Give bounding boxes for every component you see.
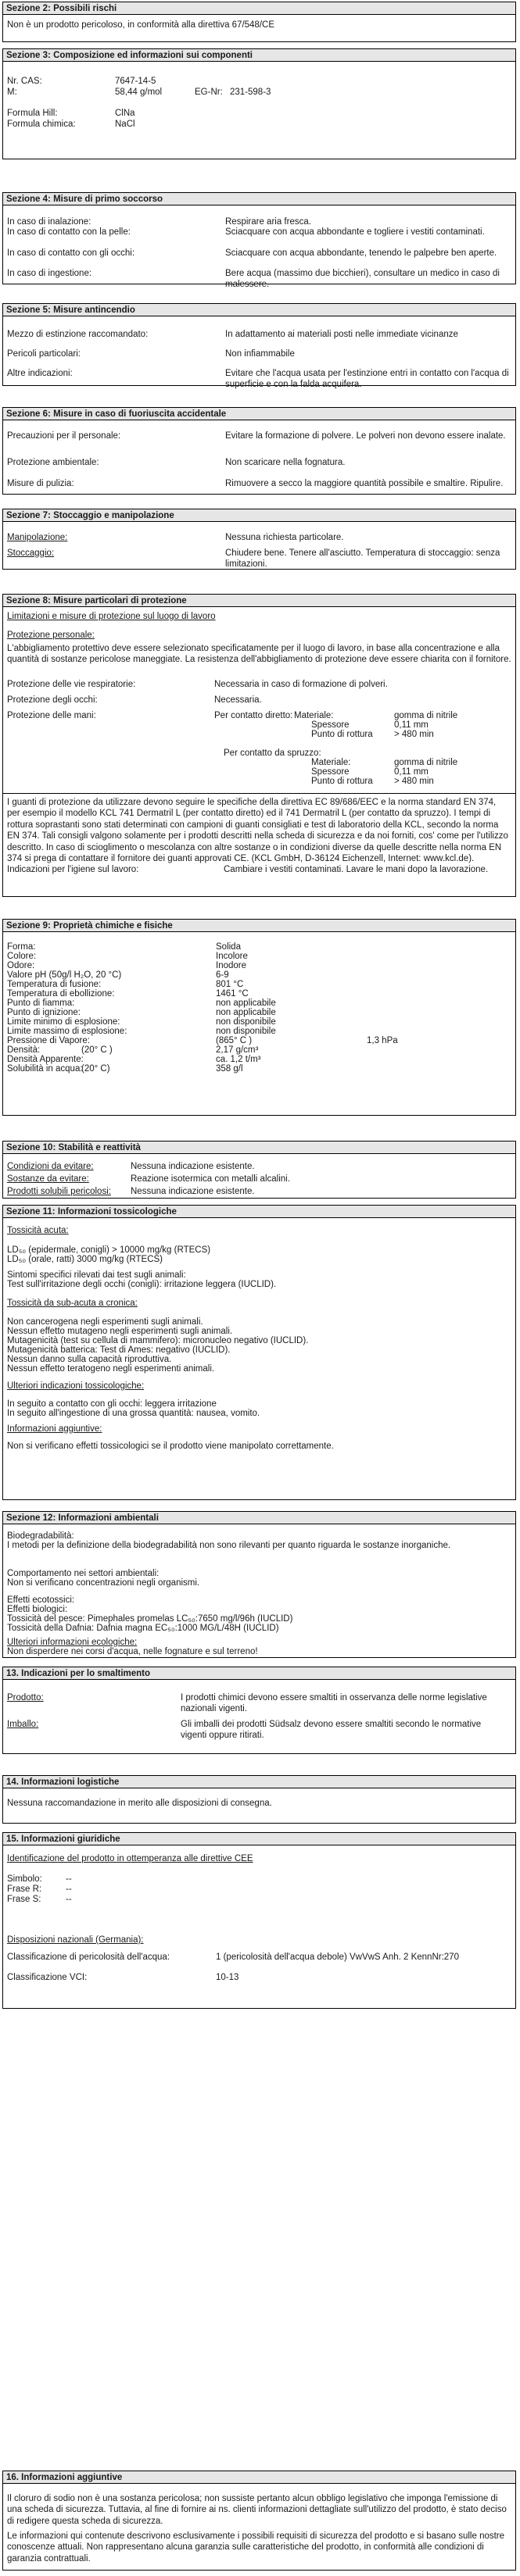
section-title: Sezione 4: Misure di primo soccorso [3,193,515,205]
section-text: Non è un prodotto pericoloso, in conformità alla direttiva 67/548/CE [7,20,275,30]
property-value: 2,17 g/cm³ [216,1045,259,1055]
gloves-paragraph: I guanti di protezione da utilizzare devono seguire le specifiche della direttiva EC 89/686/EEC e la norma standard EN 374, per esempio il modello KCL 741 Dermatril L (per contatto diretto) ed il 741 Dermatril L (per contatto da spruzzo). I tempi di rottura soprastanti sono stati determinati con campioni di guanti consigliati e test di laboratorio della KCL, secondo la norma EN 374. Tali consigli valgono solamente per i prodotti descritti nella scheda di sicurezza e da noi forniti, cos' come per l'utilizzo descritto. In caso di scioglimento o mescolanza con altre sostanze o in condizioni diverse da quelle descritte nella norma EN 374 si prega di contattare il fornitore dei guanti approvati CE. (KCL GmbH, D-36124 Eichenzell, Internet: www.kcl.de). [7,798,508,863]
subacute-line: Mutagenicità batterica: Test di Ames: negativo (IUCLID). [7,1345,231,1355]
property-label: Temperatura di ebollizione: [7,989,115,999]
breakthrough-value: > 480 min [394,730,434,739]
hands-label: Protezione delle mani: [7,711,96,720]
breakthrough-label: Punto di rottura [311,730,373,739]
water-hazard-value: 1 (pericolosità dell'acqua debole) VwVwS Anh. 2 KennNr:270 [216,1953,459,1962]
row-label: In caso di contatto con la pelle: [7,227,131,237]
further-line: In seguito all'ingestione di una grossa quantità: nausea, vomito. [7,1409,260,1418]
row-label: Sostanze da evitare: [7,1174,89,1184]
molar-mass-label: M: [7,88,17,97]
hill-label: Formula Hill: [7,109,58,118]
subacute-heading: Tossicità da sub-acuta a cronica: [7,1299,138,1308]
property-label: Punto di fiamma: [7,999,75,1008]
daphnia-toxicity: Tossicità della Dafnia: Dafnia magna EC₅₀:1000 MG/L/48H (IUCLID) [7,1624,279,1633]
behaviour-heading: Comportamento nei settori ambientali: [7,1569,160,1578]
packaging-value: Gli imballi dei prodotti Südsalz devono essere smaltiti secondo le normative vigenti oppure ritirati. [181,1720,482,1741]
property-value: 6-9 [216,970,229,980]
section-16 [2,2471,516,2571]
row-value: Evitare che l'acqua usata per l'estinzione entri in contatto con l'acqua di superficie e con la falda acquifera. [225,369,509,390]
further-eco-heading: Ulteriori informazioni ecologiche: [7,1638,138,1647]
subacute-line: Nessun effetto teratogeno negli esperimenti animali. [7,1364,215,1374]
row-label: Manipolazione: [7,533,68,542]
fish-toxicity: Tossicità del pesce: Pimephales promelas LC₅₀:7650 mg/l/96h (IUCLID) [7,1614,293,1624]
section-title: Sezione 11: Informazioni tossicologiche [3,1206,515,1218]
property-value: 801 °C [216,980,244,989]
symbol-label: Simbolo: [7,1874,42,1884]
symbol-value: -- [66,1874,72,1884]
symptoms-line: Sintomi specifici rilevati dai test sugli animali: [7,1270,186,1280]
row-value: Sciacquare con acqua abbondante e togliere i vestiti contaminati. [225,227,485,237]
property-value: non disponibile [216,1027,276,1036]
section-title: 13. Indicazioni per lo smaltimento [3,1667,515,1680]
product-value: I prodotti chimici devono essere smaltiti in osservanza delle norme legislative nazionali vigenti. [181,1693,487,1714]
property-value: 358 g/l [216,1064,243,1074]
section-title: Sezione 3: Composizione ed informazioni sui componenti [3,49,515,62]
property-value: (865° C ) [216,1036,253,1045]
section-10 [2,1141,516,1199]
hill-value: ClNa [115,109,135,118]
row-value: Non infiammabile [225,349,295,359]
row-label: Misure di pulizia: [7,479,74,488]
row-label: In caso di ingestione: [7,269,92,278]
molar-mass-value: 58,44 g/mol [115,88,163,97]
section-title: 15. Informazioni giuridiche [3,1833,515,1845]
row-value: Respirare aria fresca. [225,217,311,227]
row-value: Nessuna indicazione esistente. [131,1187,255,1196]
section-13 [2,1667,516,1754]
personal-heading: Protezione personale: [7,631,95,640]
paragraph: Il cloruro di sodio non è una sostanza pericolosa; non sussiste pertanto alcun obbligo legislativo che imponga l'emissione di una scheda di sicurezza. Tuttavia, al fine di fornire ai ns. clienti informazioni dettagliate sull'utilizzo del prodotto, è stato deciso di redigere questa scheda di sicurezza. [7,2494,507,2526]
acute-heading: Tossicità acuta: [7,1226,69,1235]
section-2 [2,2,516,42]
cas-value: 7647-14-5 [115,77,156,86]
vci-value: 10-13 [216,1973,239,1982]
chem-formula-value: NaCl [115,120,135,129]
bio-effects-heading: Effetti biologici: [7,1605,68,1614]
property-label: Colore: [7,952,37,961]
thickness-value: 0,11 mm [394,720,429,730]
paragraph: Le informazioni qui contenute descrivono esclusivamente i possibili requisiti di sicurezza del prodotto e si basano sulle nostre conoscenze attuali. Non rappresentano alcuna garanzia sulle caratteristiche del prodotto, in conformità alle condizioni di garanzia contrattuali. [7,2531,505,2563]
property-label: Valore pH (50g/l H₂O, 20 °C) [7,970,122,980]
section-6 [2,407,516,495]
breakthrough-label: Punto di rottura [311,777,373,786]
row-value: Reazione isotermica con metalli alcalini. [131,1174,290,1184]
divider [3,793,515,794]
eyes-label: Protezione degli occhi: [7,695,98,705]
eyes-value: Necessaria. [214,695,262,705]
symptoms-line: Test sull'irritazione degli occhi (conigli): irritazione leggera (IUCLID). [7,1280,277,1289]
section-title: Sezione 8: Misure particolari di protezione [3,595,515,607]
row-label: In caso di contatto con gli occhi: [7,248,135,258]
product-label: Prodotto: [7,1693,44,1702]
section-title: 16. Informazioni aggiuntive [3,2471,515,2484]
national-heading: Disposizioni nazionali (Germania): [7,1935,144,1945]
property-value: non applicabile [216,999,276,1008]
section-title: 14. Informazioni logistiche [3,1776,515,1788]
thickness-value: 0,11 mm [394,767,429,777]
r-phrase-value: -- [66,1885,72,1894]
row-value: Evitare la formazione di polvere. Le polveri non devono essere inalate. [225,431,506,441]
splash-contact-label: Per contatto da spruzzo: [224,749,321,758]
limits-heading: Limitazioni e misure di protezione sul luogo di lavoro [7,612,216,621]
property-label: Punto di ignizione: [7,1008,81,1017]
row-value: Nessuna indicazione esistente. [131,1162,255,1171]
property-label: Odore: [7,961,35,970]
row-label: Condizioni da evitare: [7,1162,94,1171]
property-label: Limite massimo di esplosione: [7,1027,127,1036]
row-label: Prodotti solubili pericolosi: [7,1187,111,1196]
property-value: Inodore [216,961,247,970]
property-label: Solubilità in acqua: [7,1064,83,1074]
section-title: Sezione 9: Proprietà chimiche e fisiche [3,920,515,932]
section-3 [2,48,516,159]
row-value: In adattamento ai materiali posti nelle immediate vicinanze [225,330,458,339]
identification-heading: Identificazione del prodotto in ottemperanza alle direttive CEE [7,1854,253,1863]
property-label: Forma: [7,942,36,952]
property-value: non applicabile [216,1008,276,1017]
material-label: Materiale: [294,711,334,720]
resp-label: Protezione delle vie respiratorie: [7,680,136,689]
subacute-line: Nessun effetto mutageno negli esperimenti sugli animali. [7,1327,233,1336]
eg-value: 231-598-3 [230,88,271,97]
ld50-dermal: LD₅₀ (epidermale, conigli) > 10000 mg/kg (RTECS) [7,1245,211,1255]
cas-label: Nr. CAS: [7,77,42,86]
breakthrough-value: > 480 min [394,777,434,786]
row-value: Sciacquare con acqua abbondante, tenendo le palpebre ben aperte. [225,248,497,258]
s-phrase-label: Frase S: [7,1895,41,1904]
property-label: Densità Apparente: [7,1055,84,1064]
property-label: Densità: [7,1045,41,1055]
bio-text: I metodi per la definizione della biodegradabilità non sono rilevanti per quanto riguarda le sostanze inorganiche. [7,1541,451,1550]
property-value: Incolore [216,952,248,961]
subacute-line: Non cancerogena negli esperimenti sugli animali. [7,1317,203,1327]
row-value: Nessuna richiesta particolare. [225,533,344,542]
chem-formula-label: Formula chimica: [7,120,76,129]
s-phrase-value: -- [66,1895,72,1904]
material-value: gomma di nitrile [394,711,458,720]
hygiene-label: Indicazioni per l'igiene sul lavoro: [7,865,139,874]
resp-value: Necessaria in caso di formazione di polveri. [214,680,388,689]
additional-text: Non si verificano effetti tossicologici se il prodotto viene manipolato correttamente. [7,1442,334,1451]
section-title: Sezione 5: Misure antincendio [3,304,515,316]
further-eco-text: Non disperdere nei corsi d'acqua, nelle fognature e sul terreno! [7,1647,258,1656]
property-value: Solida [216,942,241,952]
hygiene-value: Cambiare i vestiti contaminati. Lavare le mani dopo la lavorazione. [224,865,489,874]
row-value: Rimuovere a secco la maggiore quantità possibile e smaltire. Ripulire. [225,479,504,488]
row-label: Stoccaggio: [7,548,55,558]
row-value: Chiudere bene. Tenere all'asciutto. Temperatura di stoccaggio: senza limitazioni. [225,548,500,570]
r-phrase-label: Frase R: [7,1885,42,1894]
row-value: Non scaricare nella fognatura. [225,458,346,467]
eg-label: EG-Nr: [195,88,223,97]
property-condition: (20° C ) [81,1045,113,1055]
row-label: Pericoli particolari: [7,349,81,359]
property-value: 1461 °C [216,989,249,999]
section-7 [2,509,516,570]
property-condition: (20° C) [81,1064,110,1074]
ecotox-heading: Effetti ecotossici: [7,1595,75,1605]
property-label: Limite minimo di esplosione: [7,1017,120,1027]
section-9 [2,919,516,1116]
ld50-oral: LD₅₀ (orale, ratti) 3000 mg/kg (RTECS) [7,1255,163,1264]
property-extra: 1,3 hPa [367,1036,398,1045]
further-line: In seguito a contatto con gli occhi: leggera irritazione [7,1399,217,1409]
subacute-line: Mutagenicità (test su cellula di mammifero): micronucleo negativo (IUCLID). [7,1336,309,1345]
thickness-label: Spessore [311,767,350,777]
row-label: Mezzo di estinzione raccomandato: [7,330,149,339]
further-heading: Ulteriori indicazioni tossicologiche: [7,1381,145,1391]
section-12 [2,1511,516,1658]
bio-heading: Biodegradabilità: [7,1531,74,1541]
thickness-label: Spessore [311,720,350,730]
property-label: Temperatura di fusione: [7,980,102,989]
row-label: Altre indicazioni: [7,369,73,378]
row-label: Protezione ambientale: [7,458,99,467]
section-text: Nessuna raccomandazione in merito alle disposizioni di consegna. [7,1799,272,1808]
row-label: Precauzioni per il personale: [7,431,121,441]
section-title: Sezione 6: Misure in caso di fuoriuscita accidentale [3,408,515,420]
section-title: Sezione 2: Possibili rischi [3,2,515,15]
material-value: gomma di nitrile [394,758,458,767]
row-label: In caso di inalazione: [7,217,91,227]
property-label: Pressione di Vapore: [7,1036,90,1045]
section-4 [2,192,516,290]
protection-paragraph: L'abbigliamento protettivo deve essere selezionato specificatamente per il luogo di lavoro, in base alla concentrazione e alla quantità di sostanze pericolose maneggiate. La resistenza dell'abbigliamento di protezione deve essere chiarita con il fornitore. [7,644,511,665]
additional-heading: Informazioni aggiuntive: [7,1424,102,1434]
section-15 [2,1832,516,2009]
subacute-line: Nessun danno sulla capacità riproduttiva. [7,1355,172,1364]
property-value: ca. 1,2 t/m³ [216,1055,261,1064]
section-11 [2,1205,516,1500]
vci-label: Classificazione VCI: [7,1973,88,1982]
row-value: Bere acqua (massimo due bicchieri), consultare un medico in caso di malessere. [225,269,500,290]
section-title: Sezione 12: Informazioni ambientali [3,1512,515,1524]
material-label: Materiale: [311,758,351,767]
section-8 [2,594,516,897]
water-hazard-label: Classificazione di pericolosità dell'acqua: [7,1953,170,1962]
section-5 [2,303,516,390]
section-title: Sezione 7: Stoccaggio e manipolazione [3,509,515,522]
behaviour-text: Non si verificano concentrazioni negli organismi. [7,1578,200,1588]
packaging-label: Imballo: [7,1720,39,1729]
section-14 [2,1775,516,1824]
section-title: Sezione 10: Stabilità e reattività [3,1142,515,1154]
property-value: non disponibile [216,1017,276,1027]
direct-contact-label: Per contatto diretto: [214,711,293,720]
